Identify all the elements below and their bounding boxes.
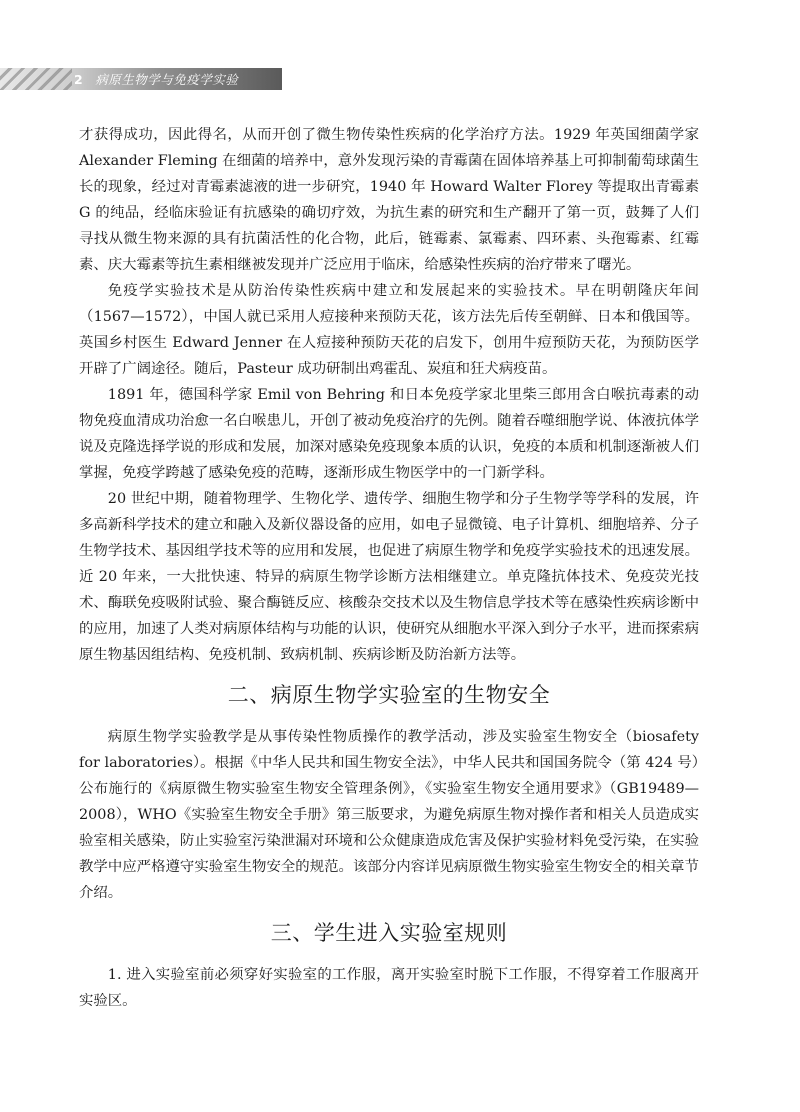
paragraph-behring: 1891 年，德国科学家 Emil von Behring 和日本免疫学家北里柴三郎用含白喉抗毒素的动物免疫血清成功治愈一名白喉患儿，开创了被动免疫治疗的先例。随着吞噬细胞学说、体液抗体学说及克隆选择学说的形成和发展，加深对感染免疫现象本质的认识，免疫的本质和机制逐渐被人们掌握，免疫学跨越了感染免疫的范畴，逐渐形成生物医学中的一门新学科。 xyxy=(79,387,699,481)
paragraph-antibiotics-history: 才获得成功，因此得名，从而开创了微生物传染性疾病的化学治疗方法。1929 年英国细菌学家 Alexander Fleming 在细菌的培养中，意外发现污染的青霉菌在固体培养基上可抑制葡萄球菌生长的现象，经过对青霉素滤液的进一步研究，1940 年 Howard Walter Florey 等提取出青霉素 G 的纯品，经临床验证有抗感染的确切疗效，为抗生素的研究和生产翻开了第一页，鼓舞了人们寻找从微生物来源的具有抗菌活性的化合物，此后，链霉素、氯霉素、四环素、头孢霉素、红霉素、庆大霉素等抗生素相继被发现并广泛应用于临床，给感染性疾病的治疗带来了曙光。 xyxy=(79,127,699,273)
section-heading-lab-rules: 三、学生进入实验室规则 xyxy=(270,921,508,945)
header-stripe-decoration xyxy=(0,68,72,90)
book-title: 病原生物学与免疫学实验 xyxy=(95,72,239,87)
paragraph-rule-1: 1. 进入实验室前必须穿好实验室的工作服，离开实验室时脱下工作服，不得穿着工作服离开实验区。 xyxy=(79,967,699,1009)
paragraph-immunology-origin: 免疫学实验技术是从防治传染性疾病中建立和发展起来的实验技术。早在明朝隆庆年间（1567—1572），中国人就已采用人痘接种来预防天花，该方法先后传至朝鲜、日本和俄国等。英国乡村医生 Edward Jenner 在人痘接种预防天花的启发下，创用牛痘预防天花，为预防医学开辟了广阔途径。随后，Pasteur 成功研制出鸡霍乱、炭疽和狂犬病疫苗。 xyxy=(79,283,699,377)
page-body xyxy=(79,122,699,1014)
running-header xyxy=(0,68,282,90)
section-heading-biosafety: 二、病原生物学实验室的生物安全 xyxy=(227,683,551,707)
page-number: 2 xyxy=(74,71,84,87)
paragraph-biosafety: 病原生物学实验教学是从事传染性物质操作的教学活动，涉及实验室生物安全（biosafety for laboratories）。根据《中华人民共和国生物安全法》，中华人民共和国国务院令（第 424 号）公布施行的《病原微生物实验室生物安全管理条例》，《实验室生物安全通用要求》（GB19489—2008），WHO《实验室生物安全手册》第三版要求，为避免病原生物对操作者和相关人员造成实验室相关感染，防止实验室污染泄漏对环境和公众健康造成危害及保护实验材料免受污染，在实验教学中应严格遵守实验室生物安全的规范。该部分内容详见病原微生物实验室生物安全的相关章节介绍。 xyxy=(79,729,699,901)
paragraph-modern-techniques: 20 世纪中期，随着物理学、生物化学、遗传学、细胞生物学和分子生物学等学科的发展，许多高新科学技术的建立和融入及新仪器设备的应用，如电子显微镜、电子计算机、细胞培养、分子生物学技术、基因组学技术等的应用和发展，也促进了病原生物学和免疫学实验技术的迅速发展。近 20 年来，一大批快速、特异的病原生物学诊断方法相继建立。单克隆抗体技术、免疫荧光技术、酶联免疫吸附试验、聚合酶链反应、核酸杂交技术以及生物信息学技术等在感染性疾病诊断中的应用，加速了人类对病原体结构与功能的认识，使研究从细胞水平深入到分子水平，进而探索病原生物基因组结构、免疫机制、致病机制、疾病诊断及防治新方法等。 xyxy=(79,491,699,663)
